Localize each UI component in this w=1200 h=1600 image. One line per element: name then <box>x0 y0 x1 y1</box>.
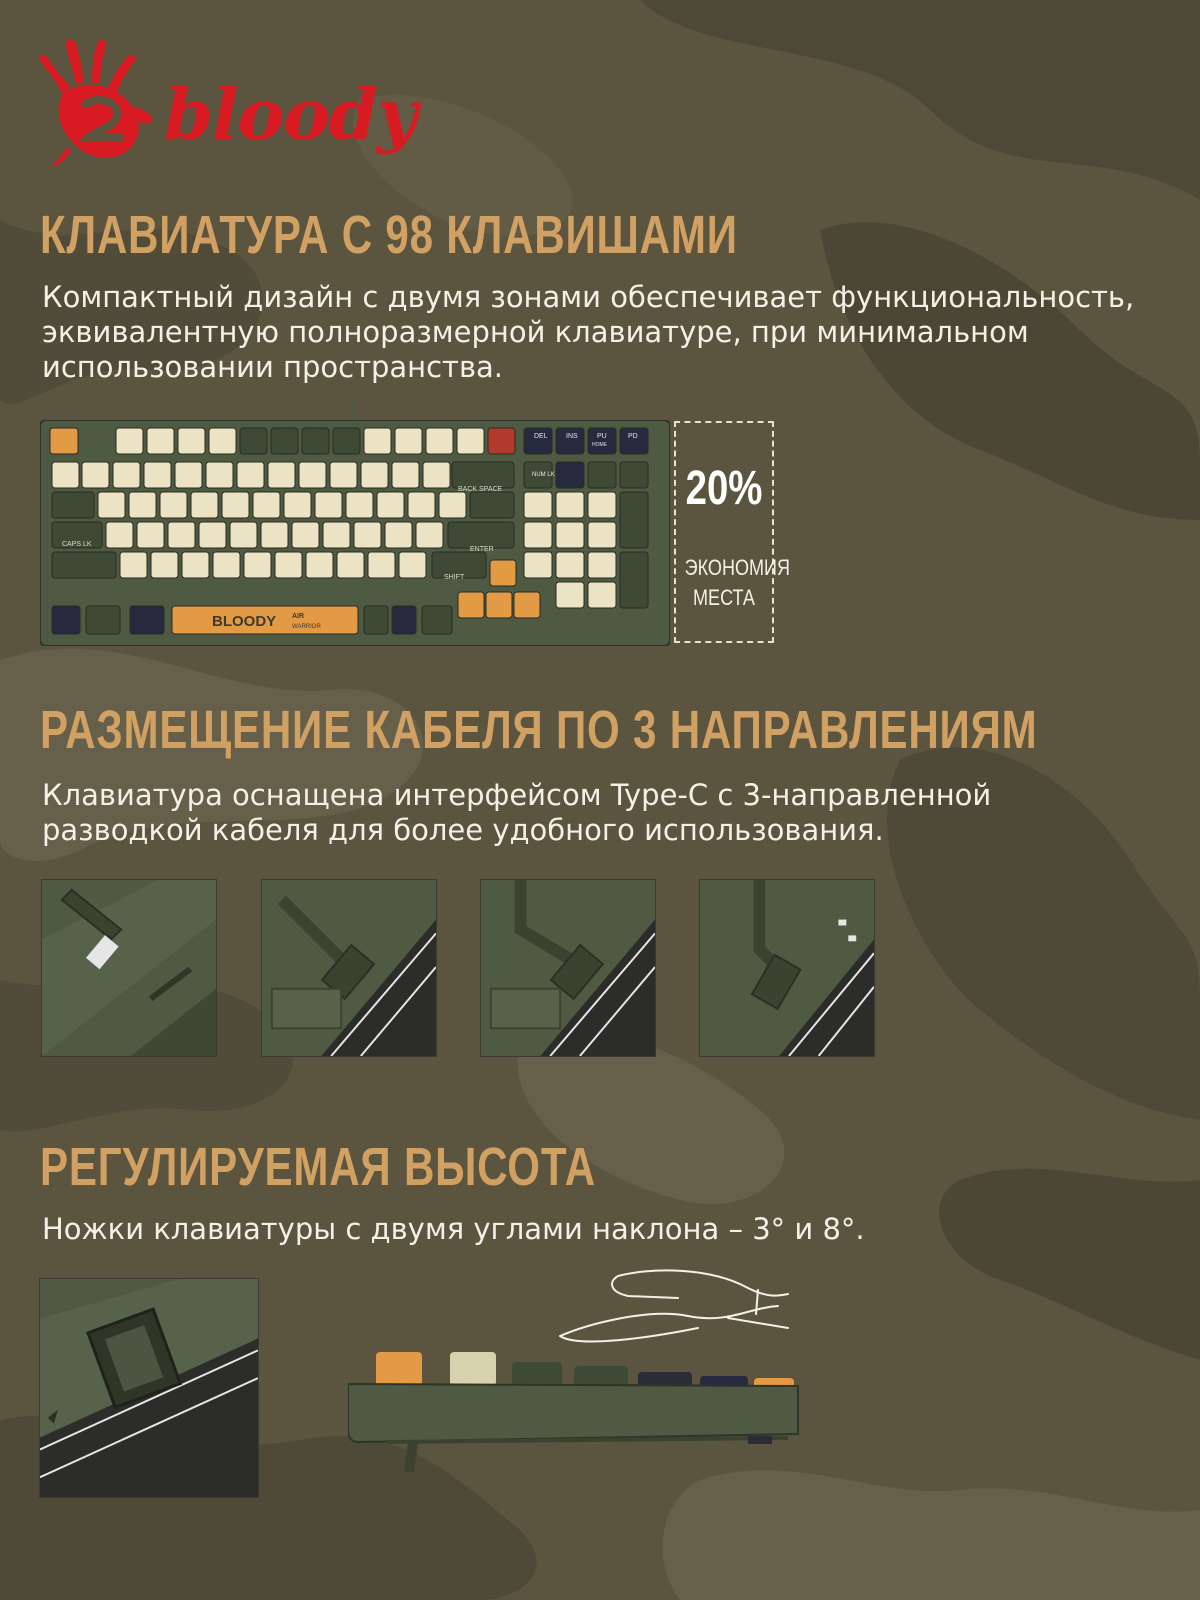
keycap <box>240 428 267 454</box>
keycap <box>222 492 249 518</box>
keycap <box>364 606 388 634</box>
section-desc-cable-routing <box>42 778 1162 848</box>
keycap <box>556 582 584 608</box>
keycap <box>244 552 271 578</box>
keyboard-foot-closeup <box>39 1278 259 1498</box>
keycap <box>137 522 164 548</box>
keycap <box>130 606 164 634</box>
keycap <box>253 492 280 518</box>
space-savings-label-line: ЭКОНОМИЯ <box>684 555 791 580</box>
keyboard-top-view <box>40 420 670 646</box>
keycap <box>116 428 143 454</box>
keycap <box>452 462 514 488</box>
keycap <box>168 522 195 548</box>
del-key-label: DEL <box>534 433 548 440</box>
keycap <box>426 428 453 454</box>
home-key-label: HOME <box>592 442 607 448</box>
keycap <box>416 522 443 548</box>
space-savings-value: 20% <box>685 462 763 515</box>
keycap <box>556 462 584 488</box>
keycap <box>144 462 171 488</box>
keycap <box>620 492 648 548</box>
keycap <box>330 462 357 488</box>
desc-line: использовании пространства. <box>42 350 504 384</box>
keycap <box>333 428 360 454</box>
keycap <box>392 606 416 634</box>
section-desc-98-keys <box>42 280 1162 385</box>
section-desc-adjustable-height <box>42 1212 1162 1247</box>
keycap <box>129 492 156 518</box>
keycap <box>230 522 257 548</box>
keycap <box>457 428 484 454</box>
keycap <box>147 428 174 454</box>
cable-route-panel-middle <box>480 879 656 1057</box>
space-bar-sub1: AIR <box>292 613 305 620</box>
keycap <box>271 428 298 454</box>
hand-sketch-icon <box>560 1270 788 1341</box>
keycap <box>82 462 109 488</box>
space-bar <box>172 606 358 634</box>
ins-key-label: INS <box>566 433 578 440</box>
keycap <box>299 462 326 488</box>
keycap <box>237 462 264 488</box>
section-title-98-keys: КЛАВИАТУРА С 98 КЛАВИШАМИ <box>40 205 738 265</box>
keycap <box>268 462 295 488</box>
desc-line: Клавиатура оснащена интерфейсом Type-C с 3-направленной <box>42 778 992 812</box>
keycap <box>160 492 187 518</box>
keycap <box>52 492 94 518</box>
keycap <box>50 428 78 454</box>
keycap <box>588 582 616 608</box>
keycap <box>488 428 515 454</box>
keycap <box>620 552 648 608</box>
keycap <box>524 428 552 454</box>
desc-line: Компактный дизайн с двумя зонами обеспечивает функциональность, <box>42 280 1135 314</box>
keycap <box>275 552 302 578</box>
keycap <box>524 492 552 518</box>
keycap <box>486 592 512 618</box>
keycap <box>151 552 178 578</box>
keycap <box>524 552 552 578</box>
brand-name: bloody <box>164 73 417 156</box>
backspace-key-label: BACK SPACE <box>458 486 503 493</box>
keycap <box>368 552 395 578</box>
section-title-cable-routing: РАЗМЕЩЕНИЕ КАБЕЛЯ ПО 3 НАПРАВЛЕНИЯМ <box>40 700 1038 760</box>
keycap <box>448 522 514 548</box>
keycap <box>377 492 404 518</box>
keycap <box>315 492 342 518</box>
cable-route-panel-left <box>261 879 437 1057</box>
keycap <box>556 552 584 578</box>
keycap <box>620 462 648 488</box>
section-title-adjustable-height: РЕГУЛИРУЕМАЯ ВЫСОТА <box>40 1137 596 1197</box>
keycap <box>588 492 616 518</box>
cable-route-panel-right <box>699 879 875 1057</box>
space-savings-label <box>684 553 791 613</box>
desc-line: эквивалентную полноразмерной клавиатуре, при минимальном <box>42 315 1029 349</box>
keycap <box>191 492 218 518</box>
keycap <box>392 462 419 488</box>
pu-key-label: PU <box>597 433 607 440</box>
keycap <box>52 606 80 634</box>
keycap <box>439 492 466 518</box>
keyboard-cable <box>352 402 356 422</box>
keycap <box>178 428 205 454</box>
bloody-logo <box>36 38 417 168</box>
keycap <box>395 428 422 454</box>
keycap <box>113 462 140 488</box>
shift-key-label: SHIFT <box>444 574 465 581</box>
keycap <box>364 428 391 454</box>
keycap <box>470 492 514 518</box>
keycap <box>556 522 584 548</box>
keycap <box>302 428 329 454</box>
keycap <box>52 552 116 578</box>
space-savings-label-line: МЕСТА <box>693 585 755 610</box>
space-bar-label: BLOODY <box>212 613 277 630</box>
keycap <box>106 522 133 548</box>
keycap <box>514 592 540 618</box>
keycap <box>399 552 426 578</box>
keycap <box>175 462 202 488</box>
keycap <box>98 492 125 518</box>
space-savings-box <box>674 421 791 643</box>
keycap <box>385 522 412 548</box>
space-bar-sub2: WARRIOR <box>292 624 321 630</box>
keycap <box>206 462 233 488</box>
keycap <box>306 552 333 578</box>
keycap <box>422 606 452 634</box>
keycap <box>361 462 388 488</box>
keycap <box>588 522 616 548</box>
numlk-key-label: NUM LK <box>532 472 555 478</box>
keycap <box>261 522 288 548</box>
keycap <box>337 552 364 578</box>
keycap <box>182 552 209 578</box>
keycap <box>199 522 226 548</box>
keycap <box>284 492 311 518</box>
keycap <box>209 428 236 454</box>
keyboard-side-view <box>348 1268 818 1518</box>
keycap <box>292 522 319 548</box>
keycap <box>423 462 450 488</box>
caps-key-label: CAPS LK <box>62 541 92 548</box>
keycap <box>213 552 240 578</box>
keycap <box>588 462 616 488</box>
keycap <box>588 552 616 578</box>
keycap <box>354 522 381 548</box>
keycap <box>490 560 516 586</box>
keycap <box>52 462 79 488</box>
keycap <box>620 428 648 454</box>
bloody-hand-icon <box>36 38 156 168</box>
pd-key-label: PD <box>628 433 638 440</box>
keycap <box>458 592 484 618</box>
keycap <box>556 492 584 518</box>
keycap <box>86 606 120 634</box>
keycap <box>524 522 552 548</box>
keycap <box>408 492 435 518</box>
enter-key-label: ENTER <box>470 546 494 553</box>
desc-line: разводкой кабеля для более удобного использования. <box>42 813 884 847</box>
keycap <box>588 428 616 454</box>
keycap <box>120 552 147 578</box>
keycap <box>346 492 373 518</box>
keycap <box>323 522 350 548</box>
cable-route-panel-plug <box>41 879 217 1057</box>
desc-line: Ножки клавиатуры с двумя углами наклона – 3° и 8°. <box>42 1212 865 1246</box>
keycap <box>556 428 584 454</box>
